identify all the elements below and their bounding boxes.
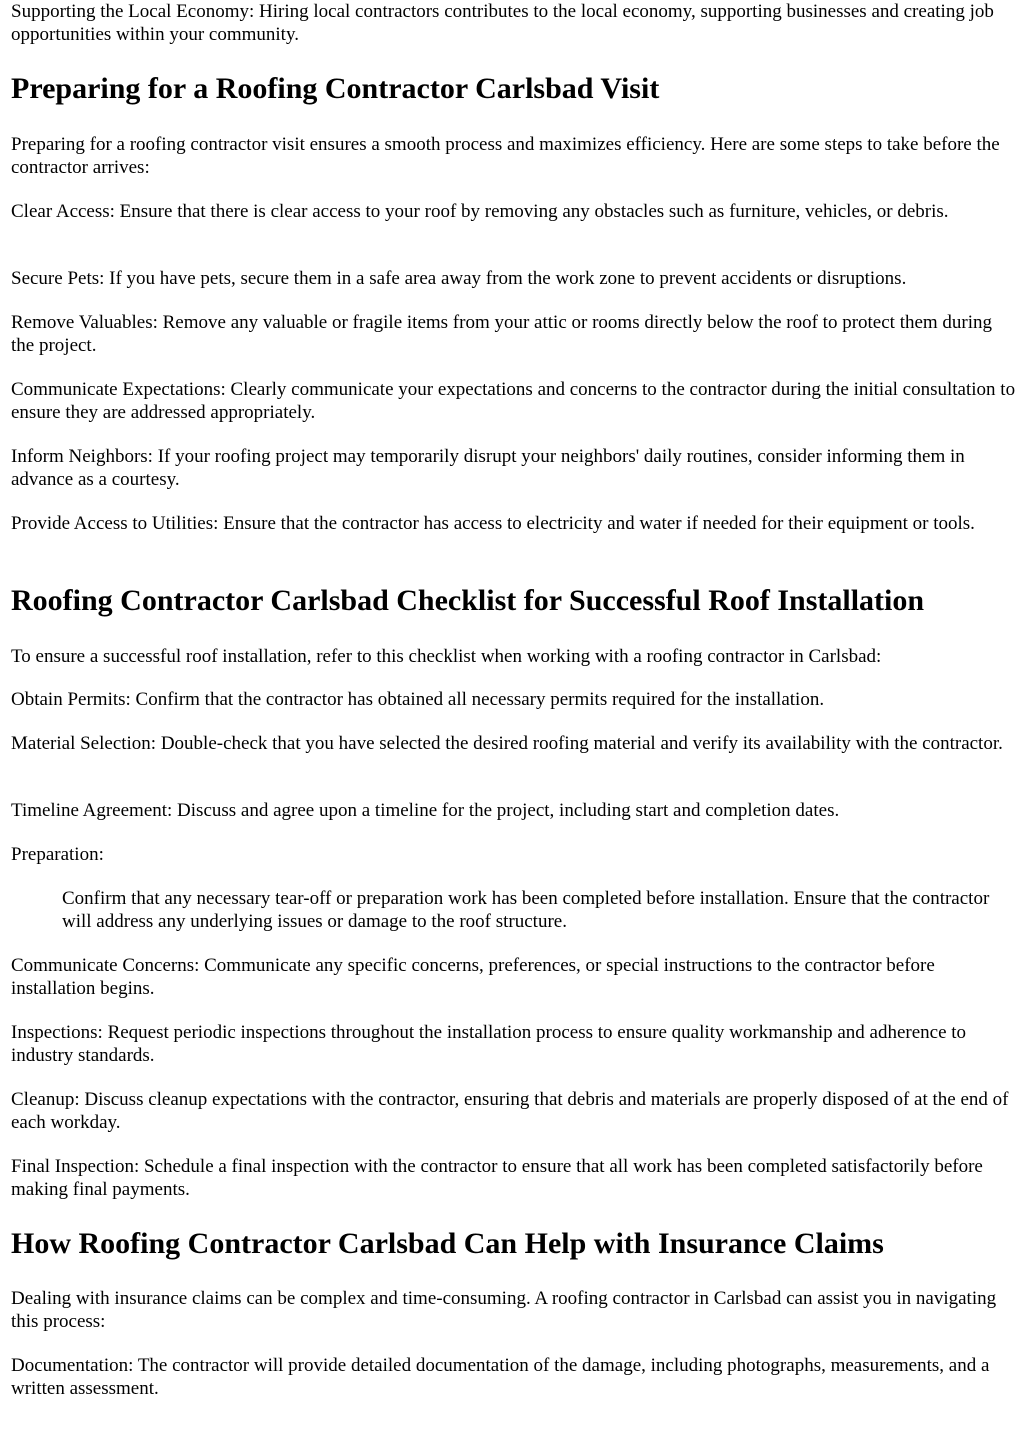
- paragraph-documentation: Documentation: The contractor will provide detailed documentation of the damage, including photographs, measurements, and a written assessment.: [11, 1355, 990, 1399]
- paragraph-remove-valuables: Remove Valuables: Remove any valuable or fragile items from your attic or rooms directly below the roof to protect them during the project.: [11, 312, 993, 356]
- paragraph-material-selection: Material Selection: Double-check that you have selected the desired roofing material and verify its availability with the contractor.: [11, 733, 1003, 754]
- paragraph-communicate-concerns: Communicate Concerns: Communicate any specific concerns, preferences, or special instructions to the contractor before installation begins.: [11, 955, 935, 999]
- paragraph-checklist-intro: To ensure a successful roof installation, refer to this checklist when working with a roofing contractor in Carlsbad:: [11, 646, 882, 667]
- heading-insurance-claims: How Roofing Contractor Carlsbad Can Help with Insurance Claims: [11, 1227, 884, 1260]
- heading-preparing-visit: Preparing for a Roofing Contractor Carlsbad Visit: [11, 72, 660, 105]
- paragraph-supporting-local-economy: Supporting the Local Economy: Hiring local contractors contributes to the local economy, supporting businesses and creating job opportunities within your community.: [11, 1, 994, 45]
- paragraph-preparing-intro: Preparing for a roofing contractor visit ensures a smooth process and maximizes efficiency. Here are some steps to take before the contractor arrives:: [11, 134, 1000, 178]
- paragraph-inform-neighbors: Inform Neighbors: If your roofing project may temporarily disrupt your neighbors' daily routines, consider informing them in advance as a courtesy.: [11, 446, 965, 490]
- paragraph-insurance-intro: Dealing with insurance claims can be complex and time-consuming. A roofing contractor in Carlsbad can assist you in navigating this process:: [11, 1288, 997, 1332]
- blockquote-preparation: Confirm that any necessary tear-off or preparation work has been completed before installation. Ensure that the contractor will address any underlying issues or damage to the roof structure.: [62, 888, 990, 932]
- paragraph-clear-access: Clear Access: Ensure that there is clear access to your roof by removing any obstacles such as furniture, vehicles, or debris.: [11, 201, 949, 222]
- heading-checklist: Roofing Contractor Carlsbad Checklist for Successful Roof Installation: [11, 584, 925, 617]
- paragraph-cleanup: Cleanup: Discuss cleanup expectations with the contractor, ensuring that debris and materials are properly disposed of at the end of each workday.: [11, 1089, 1009, 1133]
- paragraph-provide-access-utilities: Provide Access to Utilities: Ensure that the contractor has access to electricity and water if needed for their equipment or tools.: [11, 513, 975, 534]
- paragraph-final-inspection: Final Inspection: Schedule a final inspection with the contractor to ensure that all work has been completed satisfactorily before making final payments.: [11, 1156, 983, 1200]
- paragraph-preparation-label: Preparation:: [11, 844, 104, 865]
- paragraph-inspections: Inspections: Request periodic inspections throughout the installation process to ensure quality workmanship and adherence to industry standards.: [11, 1022, 967, 1066]
- paragraph-obtain-permits: Obtain Permits: Confirm that the contractor has obtained all necessary permits required for the installation.: [11, 689, 825, 710]
- paragraph-timeline-agreement: Timeline Agreement: Discuss and agree upon a timeline for the project, including start and completion dates.: [11, 800, 840, 821]
- paragraph-secure-pets: Secure Pets: If you have pets, secure them in a safe area away from the work zone to prevent accidents or disruptions.: [11, 268, 907, 289]
- paragraph-communicate-expectations: Communicate Expectations: Clearly communicate your expectations and concerns to the contractor during the initial consultation to ensure they are addressed appropriately.: [11, 379, 1016, 423]
